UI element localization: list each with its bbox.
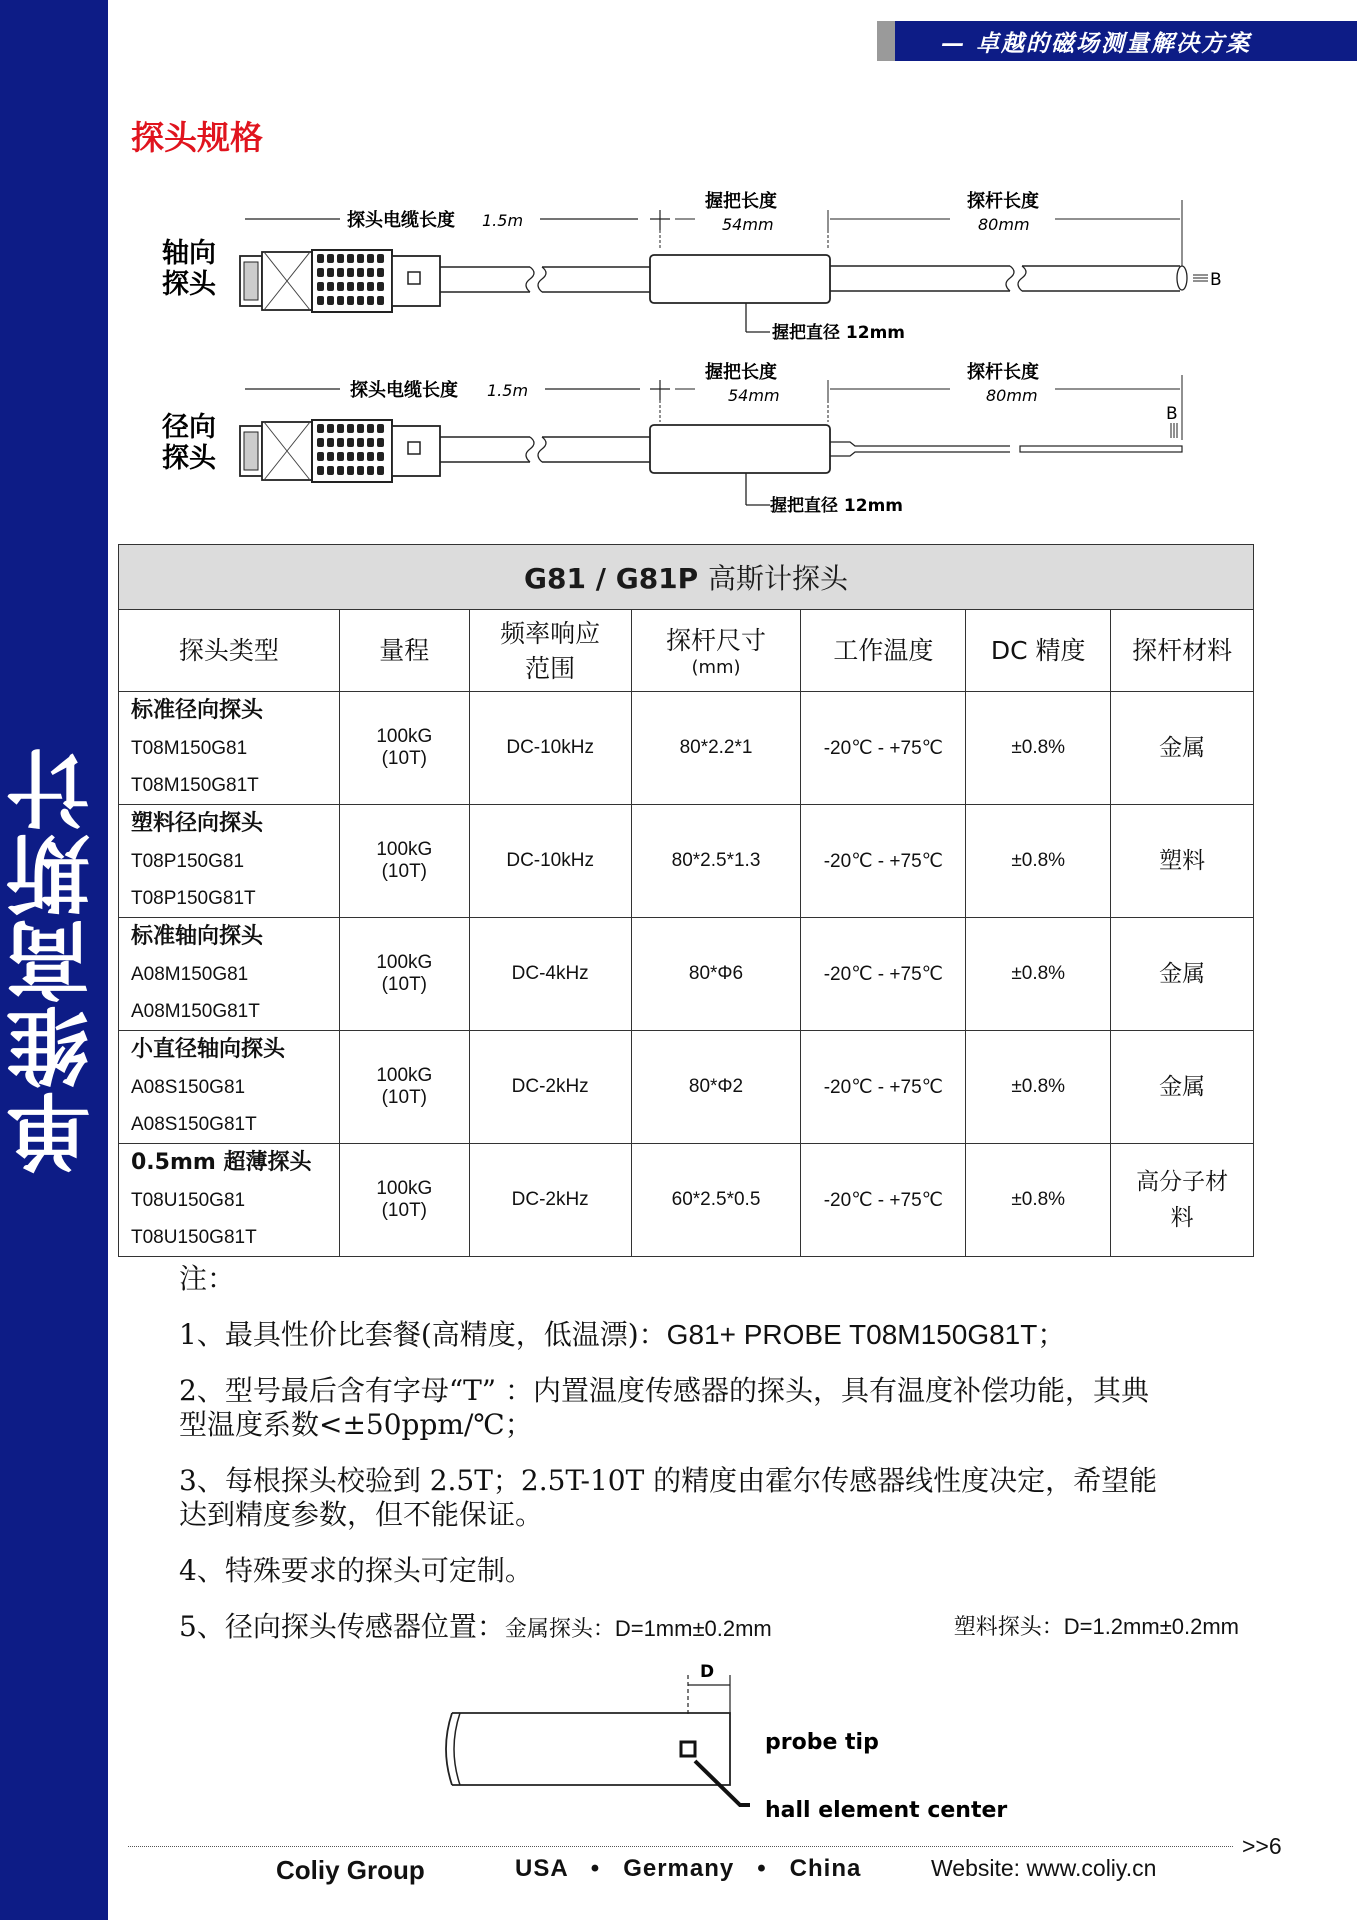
- probe-model-t: A08M150G81T: [131, 1001, 260, 1022]
- cell-type: [119, 918, 340, 1031]
- probe-model-t: T08P150G81T: [131, 888, 256, 909]
- cell-size: 80*2.2*1: [631, 692, 801, 805]
- material-1: 塑料: [1159, 848, 1206, 874]
- cell-accuracy: ±0.8%: [966, 1144, 1111, 1257]
- range-kg: 100kG: [376, 1065, 433, 1086]
- axial-grip-label: 握把长度: [705, 191, 777, 212]
- radial-rod-label: 探杆长度: [967, 362, 1039, 383]
- cell-type: [119, 1031, 340, 1144]
- material-1: 金属: [1159, 1074, 1206, 1100]
- cell-material: [1111, 1031, 1254, 1144]
- note-5-text: 5、径向探头传感器位置：: [179, 1610, 505, 1643]
- table-row: [119, 1144, 1254, 1257]
- note-1-text: 1、最具性价比套餐(高精度，低温漂)：: [179, 1318, 667, 1351]
- axial-probe-diagram: [162, 190, 1222, 343]
- material-1: 金属: [1159, 961, 1206, 987]
- note-3-line-1: 3、每根探头校验到 2.5T；2.5T-10T 的精度由霍尔传感器线性度决定，希望能: [179, 1464, 1158, 1497]
- range-t: (10T): [381, 861, 428, 882]
- notes-heading: 注：: [179, 1262, 236, 1295]
- notes: [179, 1262, 1239, 1646]
- probe-model: T08U150G81: [131, 1190, 246, 1211]
- header-slogan: — 卓越的磁场测量解决方案: [941, 29, 1252, 57]
- note-5-plastic: 塑料探头：D=1.2mm±0.2mm: [953, 1614, 1239, 1639]
- table-row: [119, 805, 1254, 918]
- sidebar: [0, 0, 108, 1920]
- probe-model-t: T08U150G81T: [131, 1227, 257, 1248]
- footer-divider: [128, 1846, 1233, 1847]
- cell-accuracy: ±0.8%: [966, 918, 1111, 1031]
- header-accent: [877, 21, 897, 61]
- cell-range: [339, 692, 469, 805]
- header-banner: [895, 21, 1357, 61]
- radial-rod-len: 80mm: [986, 386, 1038, 405]
- note-3: [179, 1464, 1239, 1532]
- note-2-line-1: 2、型号最后含有字母“T” ：内置温度传感器的探头，具有温度补偿功能，其典: [179, 1374, 1150, 1407]
- header-size: [631, 610, 801, 692]
- cell-material: [1111, 918, 1254, 1031]
- probe-model-t: A08S150G81T: [131, 1114, 257, 1135]
- axial-label-2: 探头: [162, 269, 216, 300]
- note-2-line-2: 型温度系数<±50ppm/℃；: [179, 1408, 533, 1441]
- range-kg: 100kG: [376, 1178, 433, 1199]
- axial-cable-len: 1.5m: [482, 211, 524, 230]
- axial-grip-len: 54mm: [722, 215, 774, 234]
- cell-temp: -20℃ - +75℃: [801, 918, 966, 1031]
- range-t: (10T): [381, 1087, 428, 1108]
- table-title-latin: G81 / G81P: [524, 562, 699, 595]
- range-kg: 100kG: [376, 726, 433, 747]
- probe-model-t: T08M150G81T: [131, 775, 259, 796]
- axial-label-1: 轴向: [162, 238, 216, 269]
- axial-rod-len: 80mm: [978, 215, 1030, 234]
- header-type: 探头类型: [119, 610, 340, 692]
- probe-tip-label: probe tip: [765, 1730, 879, 1755]
- radial-b-label: B: [1166, 404, 1178, 424]
- probe-model: T08M150G81: [131, 738, 248, 759]
- range-t: (10T): [381, 1200, 428, 1221]
- material-1: 高分子材: [1136, 1169, 1229, 1195]
- cell-freq: DC-4kHz: [469, 918, 631, 1031]
- header-temp: 工作温度: [801, 610, 966, 692]
- cell-size: 80*Φ2: [631, 1031, 801, 1144]
- cell-freq: DC-2kHz: [469, 1144, 631, 1257]
- cell-freq: DC-10kHz: [469, 692, 631, 805]
- probe-tip-diagram: [430, 1655, 1030, 1835]
- table-row: [119, 918, 1254, 1031]
- radial-cable-len: 1.5m: [487, 381, 529, 400]
- header-size-1: 探杆尺寸: [666, 626, 767, 655]
- cell-accuracy: ±0.8%: [966, 805, 1111, 918]
- probe-name: 小直径轴向探头: [131, 1037, 286, 1062]
- axial-rod-label: 探杆长度: [967, 191, 1039, 212]
- page-number: >>6: [1242, 1833, 1282, 1859]
- radial-cable-label: 探头电缆长度: [350, 380, 458, 401]
- probe-name: 标准径向探头: [131, 698, 264, 723]
- note-1: [179, 1318, 1239, 1352]
- cell-temp: -20℃ - +75℃: [801, 805, 966, 918]
- header-range: 量程: [339, 610, 469, 692]
- probe-name: 0.5mm 超薄探头: [131, 1150, 312, 1175]
- cell-freq: DC-2kHz: [469, 1031, 631, 1144]
- cell-temp: -20℃ - +75℃: [801, 1031, 966, 1144]
- cell-size: 60*2.5*0.5: [631, 1144, 801, 1257]
- material-1: 金属: [1159, 735, 1206, 761]
- radial-grip-len: 54mm: [728, 386, 780, 405]
- table-title: [119, 545, 1254, 610]
- material-2: 料: [1170, 1205, 1194, 1231]
- cell-material: [1111, 805, 1254, 918]
- range-t: (10T): [381, 974, 428, 995]
- header-size-2: (mm): [691, 657, 741, 678]
- header-accuracy: DC 精度: [966, 610, 1111, 692]
- header-material: 探杆材料: [1111, 610, 1254, 692]
- cell-size: 80*2.5*1.3: [631, 805, 801, 918]
- table-title-cn: 高斯计探头: [707, 562, 848, 595]
- cell-type: [119, 1144, 340, 1257]
- note-4: 4、特殊要求的探头可定制。: [179, 1554, 533, 1587]
- table-header-row: [119, 610, 1254, 692]
- axial-cable-label: 探头电缆长度: [347, 210, 455, 231]
- header-freq: [469, 610, 631, 692]
- probe-model: A08M150G81: [131, 964, 249, 985]
- header-freq-1: 频率响应: [500, 618, 601, 648]
- probe-name: 塑料径向探头: [131, 811, 264, 836]
- axial-grip-dia: 握把直径 12mm: [772, 323, 906, 343]
- note-3-line-2: 达到精度参数，但不能保证。: [179, 1498, 544, 1531]
- table-row: [119, 1031, 1254, 1144]
- cell-accuracy: ±0.8%: [966, 1031, 1111, 1144]
- cell-material: [1111, 692, 1254, 805]
- header-freq-2: 范围: [525, 653, 576, 683]
- radial-probe-diagram: [162, 361, 1182, 516]
- cell-type: [119, 805, 340, 918]
- radial-grip-dia: 握把直径 12mm: [770, 496, 904, 516]
- sidebar-title: 单维高斯计: [5, 745, 104, 1175]
- hall-center-label: hall element center: [765, 1798, 1008, 1823]
- page-title: 探头规格: [131, 118, 263, 157]
- probe-model: T08P150G81: [131, 851, 245, 872]
- cell-range: [339, 1031, 469, 1144]
- spec-table: [118, 544, 1254, 1257]
- cell-range: [339, 918, 469, 1031]
- table-row: [119, 692, 1254, 805]
- cell-accuracy: ±0.8%: [966, 692, 1111, 805]
- cell-temp: -20℃ - +75℃: [801, 692, 966, 805]
- cell-temp: -20℃ - +75℃: [801, 1144, 966, 1257]
- radial-label-2: 探头: [162, 443, 216, 474]
- cell-type: [119, 692, 340, 805]
- cell-freq: DC-10kHz: [469, 805, 631, 918]
- note-5: [179, 1610, 1239, 1646]
- radial-grip-label: 握把长度: [705, 362, 777, 383]
- range-t: (10T): [381, 748, 428, 769]
- footer-website: Website: www.coliy.cn: [931, 1855, 1157, 1881]
- range-kg: 100kG: [376, 839, 433, 860]
- range-kg: 100kG: [376, 952, 433, 973]
- cell-size: 80*Φ6: [631, 918, 801, 1031]
- note-1-package: G81+ PROBE T08M150G81T；: [666, 1319, 1066, 1350]
- probe-name: 标准轴向探头: [131, 924, 264, 949]
- axial-b-label: B: [1210, 270, 1222, 290]
- footer-countries: USA • Germany • China: [515, 1855, 862, 1882]
- footer-company: Coliy Group: [276, 1855, 425, 1885]
- note-5-metal: 金属探头：D=1mm±0.2mm: [504, 1616, 772, 1641]
- tip-d-label: D: [700, 1662, 715, 1682]
- cell-range: [339, 1144, 469, 1257]
- note-2: [179, 1374, 1239, 1442]
- cell-range: [339, 805, 469, 918]
- probe-model: A08S150G81: [131, 1077, 246, 1098]
- probe-diagram: [150, 190, 1250, 520]
- radial-label-1: 径向: [162, 412, 216, 443]
- cell-material: [1111, 1144, 1254, 1257]
